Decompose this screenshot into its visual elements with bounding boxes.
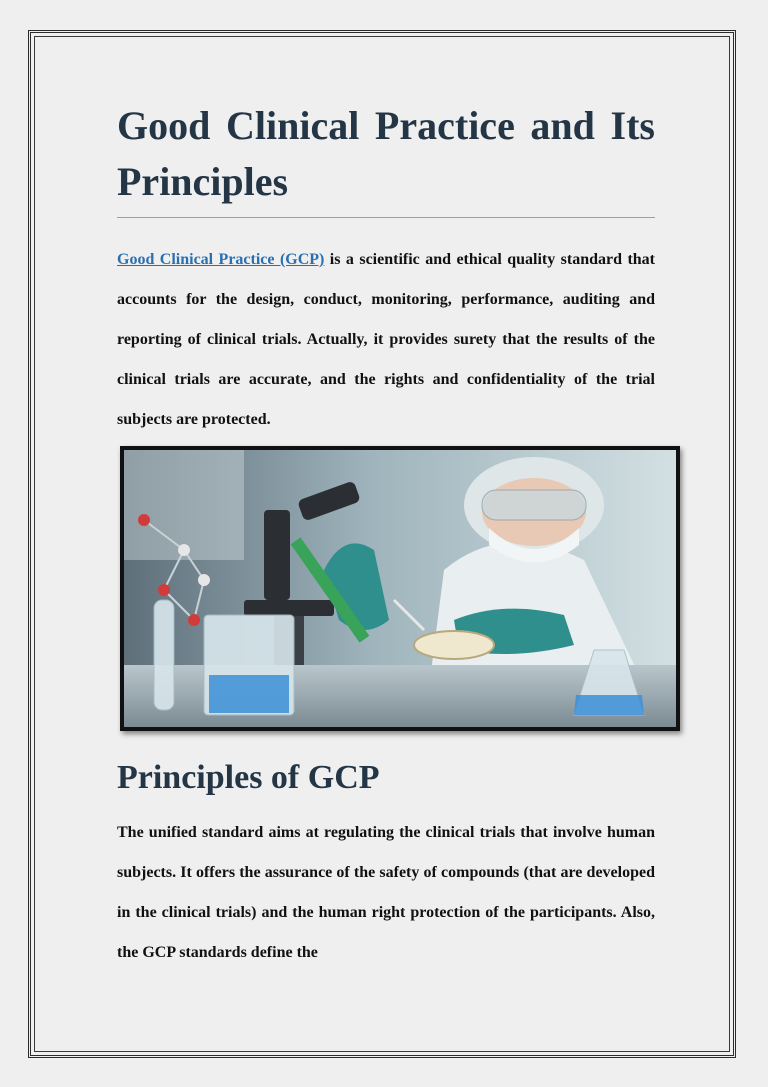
- lab-scientist-photo: [120, 446, 680, 731]
- intro-text: is a scientific and ethical quality standard that accounts for the design, conduct, monitoring, performance, auditing and reporting of clinical trials. Actually, it provides surety that the results of the clinical trials are accurate, and the rights and confidentiality of the trial subjects are protected.: [117, 251, 655, 428]
- lab-scene-illustration: [124, 450, 676, 727]
- gcp-link[interactable]: Good Clinical Practice (GCP): [117, 251, 325, 268]
- title-underline: [117, 217, 655, 218]
- section-paragraph: The unified standard aims at regulating the clinical trials that involve human subjects. It offers the assurance of the safety of compounds (that are developed in the clinical trials) and the human right protection of the participants. Also, the GCP standards define the: [117, 824, 655, 961]
- section-heading: Principles of GCP: [117, 759, 380, 796]
- petri-dish: [414, 631, 494, 659]
- intro-paragraph: [117, 240, 655, 440]
- document-title: Good Clinical Practice and Its Principles: [117, 103, 655, 204]
